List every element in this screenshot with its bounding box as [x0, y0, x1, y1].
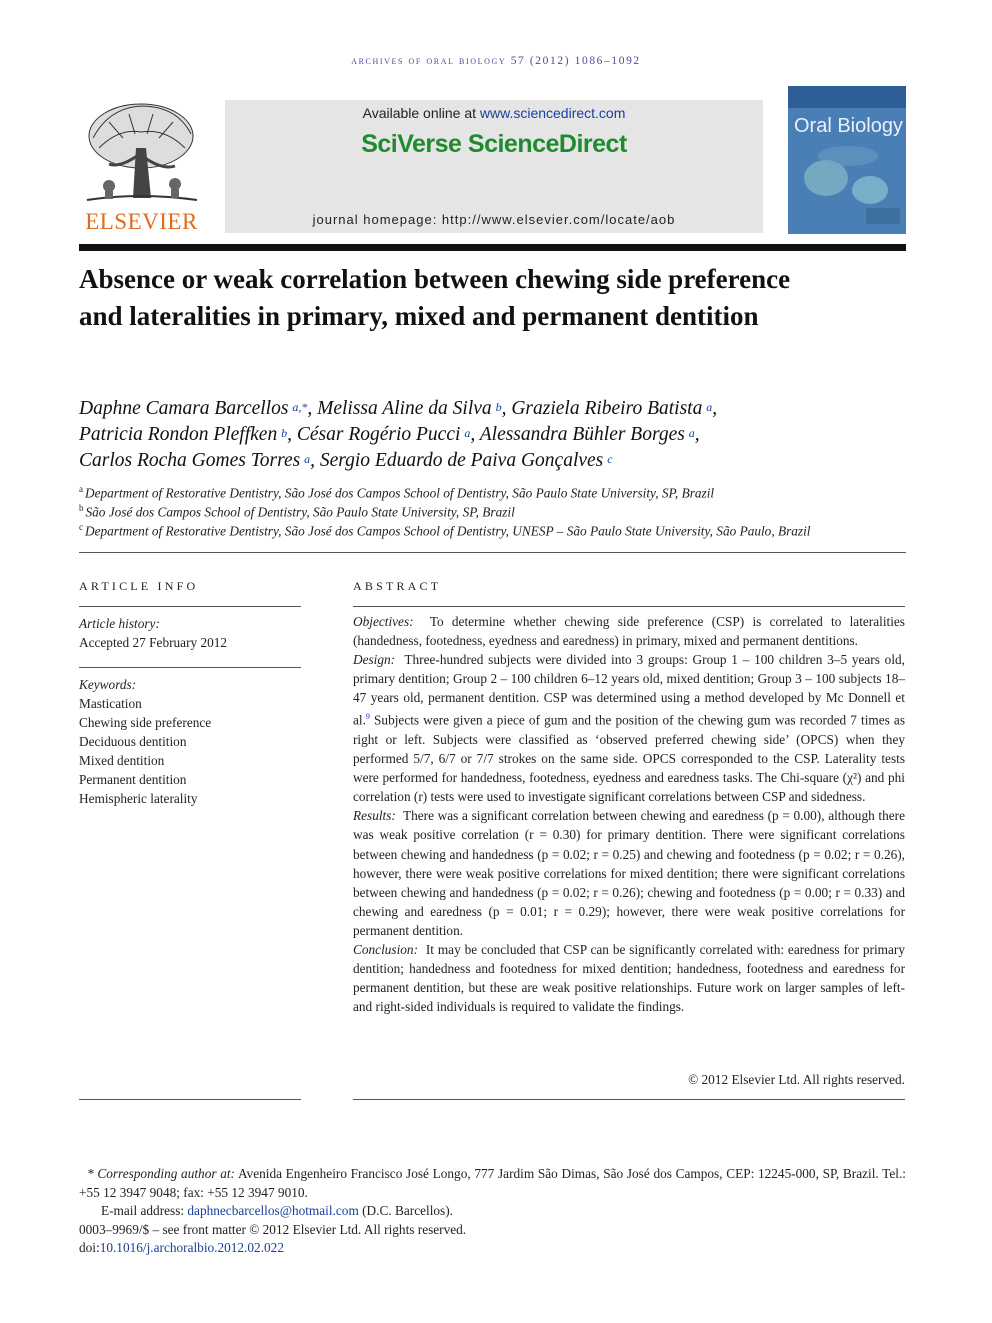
author	[511, 398, 717, 419]
email-owner: (D.C. Barcellos).	[358, 1203, 453, 1218]
email-label: E-mail address:	[101, 1203, 188, 1218]
author-affiliation-mark[interactable]: a	[688, 426, 695, 440]
doi-line	[79, 1239, 906, 1258]
affiliation-text: São José dos Campos School of Dentistry, São Paulo State University, SP, Brazil	[85, 504, 515, 520]
abstract-design	[353, 650, 905, 806]
author	[79, 398, 317, 419]
abstract-body	[353, 612, 905, 1016]
copyright: © 2012 Elsevier Ltd. All rights reserved.	[688, 1072, 905, 1087]
abstract-results	[353, 806, 905, 940]
email-note	[79, 1202, 906, 1221]
keyword: Hemispheric laterality	[79, 791, 198, 806]
corresponding-address: Avenida Engenheiro Francisco José Longo, 777 Jardim São Dimas, São José dos Campos, CEP: 12245-000, SP, Brazil. Tel.: +55 12 3947 9048; fax: +55 12 3947 9010.	[79, 1166, 906, 1200]
author	[79, 450, 320, 471]
abstract-end-rule	[353, 1099, 905, 1100]
author	[79, 424, 297, 445]
conclusion-label: Conclusion:	[353, 942, 419, 958]
objectives-text: To determine whether chewing side preference (CSP) is correlated to lateralities (handedness, footedness, eyedness and earedness) in primary, mixed and permanent dentitions.	[353, 614, 905, 649]
left-column-end-rule	[79, 1099, 301, 1100]
author-affiliation-mark[interactable]: a	[464, 426, 471, 440]
publisher-wordmark: ELSEVIER	[85, 209, 198, 234]
article-history	[79, 614, 301, 652]
abstract-heading: ABSTRACT	[353, 579, 442, 593]
author-list	[79, 396, 906, 474]
author-affiliation-mark[interactable]: c	[607, 452, 613, 466]
affiliation-text: Department of Restorative Dentistry, São José dos Campos School of Dentistry, UNESP – São Paulo State University, São Paulo, Brazil	[85, 523, 811, 539]
author-affiliation-mark[interactable]: a	[706, 400, 713, 414]
author-separator: ,	[501, 398, 512, 419]
available-online	[225, 105, 763, 121]
author-name: Carlos Rocha Gomes Torres	[79, 450, 301, 471]
author-affiliation-mark[interactable]: a	[304, 452, 311, 466]
article-info-rule	[79, 606, 301, 607]
author	[480, 424, 700, 445]
corresponding-author-note	[79, 1165, 906, 1202]
results-label: Results:	[353, 808, 396, 824]
footnotes	[79, 1165, 906, 1258]
journal-cover-image	[788, 86, 906, 234]
design-text: Three-hundred subjects were divided into 3 groups: Group 1 – 100 children 3–5 years old, primary dentition; Group 2 – 100 children 6–12 years old, mixed dentition; Group 3 – 100 subjects 18–47 years old, permanent dentition. CSP was determined using a method developed by Mc Donnell et al.	[353, 652, 905, 728]
affiliation	[79, 503, 906, 520]
conclusion-text: It may be concluded that CSP can be significantly correlated with: earedness for primary dentition; handedness and footedness for mixed dentition; handedness, footedness and earedness for permanent dentition, but these are weak positive relationships. Future work on larger samples of left- and right-sided individuals is required to validate the findings.	[353, 942, 905, 1015]
author-name: Patricia Rondon Pleffken	[79, 424, 278, 445]
affiliation	[79, 522, 906, 539]
sciverse-brand: SciVerse ScienceDirect	[361, 130, 627, 158]
keyword: Mastication	[79, 696, 142, 711]
author-separator: ,	[287, 424, 297, 445]
author-separator: ,	[712, 398, 718, 419]
article-title: Absence or weak correlation between chewing side preference and lateralities in primary, mixed and permanent dentition	[79, 264, 791, 331]
keywords-label: Keywords:	[79, 677, 137, 692]
article-info-heading: ARTICLE INFO	[79, 579, 199, 593]
keyword: Deciduous dentition	[79, 734, 187, 749]
abstract-rule	[353, 606, 905, 607]
author-affiliation-mark[interactable]: a,*	[292, 400, 308, 414]
available-prefix: Available online at	[362, 105, 480, 121]
abstract-objectives	[353, 612, 905, 650]
doi-prefix: doi:	[79, 1240, 100, 1255]
author-separator: ,	[310, 450, 320, 471]
issn-line: 0003–9969/$ – see front matter © 2012 Elsevier Ltd. All rights reserved.	[79, 1221, 467, 1237]
affiliation-mark: c	[79, 522, 83, 532]
design-text-continued: Subjects were given a piece of gum and the position of the chewing gum was recorded 7 times as right or left. Subjects were classified as ‘observed preferred chewing side’ (OPCS) when they performed 5/7, 6/7 or 7/7 strokes on the same side. OPCS corresponded to the CSP. Laterality tests were performed for handedness, footedness, eyedness and earedness tasks. The Chi-square (χ²) and phi correlation (r) tests were used to investigate significant correlations between CSP and sidedness.	[353, 712, 905, 805]
affiliation-text: Department of Restorative Dentistry, São José dos Campos School of Dentistry, São Paulo State University, SP, Brazil	[85, 485, 715, 501]
objectives-label: Objectives:	[353, 614, 414, 629]
author-name: Alessandra Bühler Borges	[479, 424, 685, 445]
author-affiliation-mark[interactable]: b	[281, 426, 288, 440]
accepted-date: Accepted 27 February 2012	[79, 635, 228, 650]
section-divider	[79, 552, 906, 553]
affiliation-mark: b	[79, 503, 84, 513]
affiliation	[79, 484, 906, 501]
author-name: Sergio Eduardo de Paiva Gonçalves	[319, 450, 604, 471]
keyword: Permanent dentition	[79, 772, 187, 787]
keyword: Chewing side preference	[79, 715, 212, 730]
author-separator: ,	[470, 424, 480, 445]
reference-link[interactable]: 9	[365, 712, 370, 722]
email-link[interactable]: daphnecbarcellos@hotmail.com	[187, 1203, 359, 1218]
keyword: Mixed dentition	[79, 753, 165, 768]
keywords-rule	[79, 667, 301, 668]
author-name: Melissa Aline da Silva	[317, 398, 492, 419]
journal-running-header: archives of oral biology 57 (2012) 1086–1092	[351, 55, 641, 67]
abstract-conclusion	[353, 940, 905, 1016]
author-separator: ,	[694, 424, 700, 445]
author-name: Graziela Ribeiro Batista	[511, 398, 703, 419]
affiliation-mark: a	[79, 484, 83, 494]
sciencedirect-link[interactable]: www.sciencedirect.com	[479, 105, 626, 121]
author-separator: ,	[307, 398, 318, 419]
header-divider	[79, 244, 906, 251]
keywords	[79, 675, 301, 808]
journal-homepage: journal homepage: http://www.elsevier.com/locate/aob	[312, 212, 676, 227]
doi-link[interactable]: 10.1016/j.archoralbio.2012.02.022	[99, 1240, 284, 1255]
design-label: Design:	[353, 652, 396, 668]
author	[297, 424, 480, 445]
history-label: Article history:	[79, 616, 160, 631]
author	[317, 398, 511, 419]
author	[320, 450, 613, 471]
cover-title: Oral Biology	[794, 115, 903, 137]
results-text: There was a significant correlation between chewing and earedness (p = 0.00), although there was weak positive correlation (r = 0.30) for primary dentition. There were significant correlations between chewing and handedness (p = 0.02; r = 0.25) and chewing and footedness (p = 0.02; r = 0.26), however, there were weak positive correlations for mixed dentition; there were significant correlations between chewing and handedness (p = 0.02; r = 0.26); chewing and footedness (p = 0.00; r = 0.33) and chewing and earedness (p = 0.01; r = 0.29); however, there were weak positive correlations for permanent dentition.	[353, 808, 905, 938]
author-name: Daphne Camara Barcellos	[79, 398, 289, 419]
corresponding-label: * Corresponding author at:	[87, 1166, 235, 1181]
author-name: César Rogério Pucci	[296, 424, 461, 445]
elsevier-tree-logo	[79, 98, 204, 208]
author-affiliation-mark[interactable]: b	[495, 400, 502, 414]
